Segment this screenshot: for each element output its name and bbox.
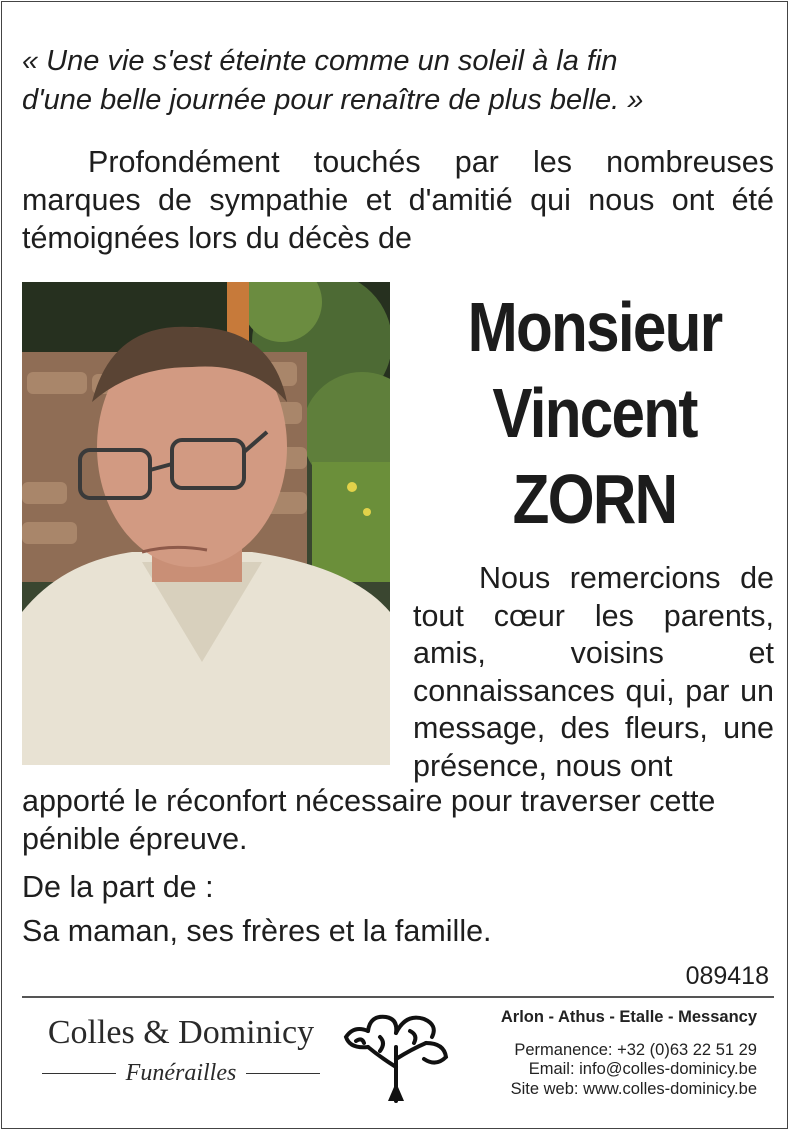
footer-divider: [22, 996, 774, 998]
phone-line: Permanence: +32 (0)63 22 51 29: [514, 1040, 757, 1059]
funeral-home-brand: [42, 1012, 320, 1088]
funeral-home-contact: [437, 1008, 757, 1099]
thanks-paragraph-bottom: apporté le réconfort nécessaire pour traverser cette pénible épreuve.: [22, 784, 716, 856]
from-label: De la part de :: [22, 870, 214, 904]
funeral-home-name: Colles & Dominicy: [47, 1014, 315, 1051]
locations: Arlon - Athus - Etalle - Messancy: [500, 1008, 757, 1026]
obituary-card: [1, 1, 788, 1129]
thanks-paragraph-top: [413, 560, 774, 785]
portrait-photo: [22, 282, 390, 765]
reference-number: 089418: [685, 962, 769, 990]
brand-line-right: [246, 1073, 320, 1074]
name-title: Monsieur: [467, 288, 722, 366]
portrait-illustration: [22, 282, 390, 765]
tree-icon: [340, 1007, 452, 1103]
intro-paragraph: [22, 143, 774, 257]
intro-text: Profondément touchés par les nombreuses marques de sympathie et d'amitié qui nous ont été témoignées lors du décès de: [22, 145, 774, 255]
funeral-home-subtitle: Funérailles: [125, 1060, 237, 1086]
email-line[interactable]: Email: info@colles-dominicy.be: [528, 1060, 757, 1078]
quote-line-2: d'une belle journée pour renaître de plus belle. »: [22, 84, 644, 116]
quote-line-1: « Une vie s'est éteinte comme un soleil à la fin: [22, 45, 618, 77]
deceased-name: [429, 284, 760, 542]
thanks-text-top: Nous remercions de tout cœur les parents, amis, voisins et connaissances qui, par un message, des fleurs, une présence, nous ont: [413, 561, 774, 783]
website-line[interactable]: Site web: www.colles-dominicy.be: [510, 1079, 757, 1098]
family-signature: Sa maman, ses frères et la famille.: [22, 914, 492, 948]
name-last: ZORN: [512, 460, 677, 538]
epitaph-quote: [22, 42, 782, 120]
name-first: Vincent: [492, 374, 697, 452]
brand-line-left: [42, 1073, 116, 1074]
